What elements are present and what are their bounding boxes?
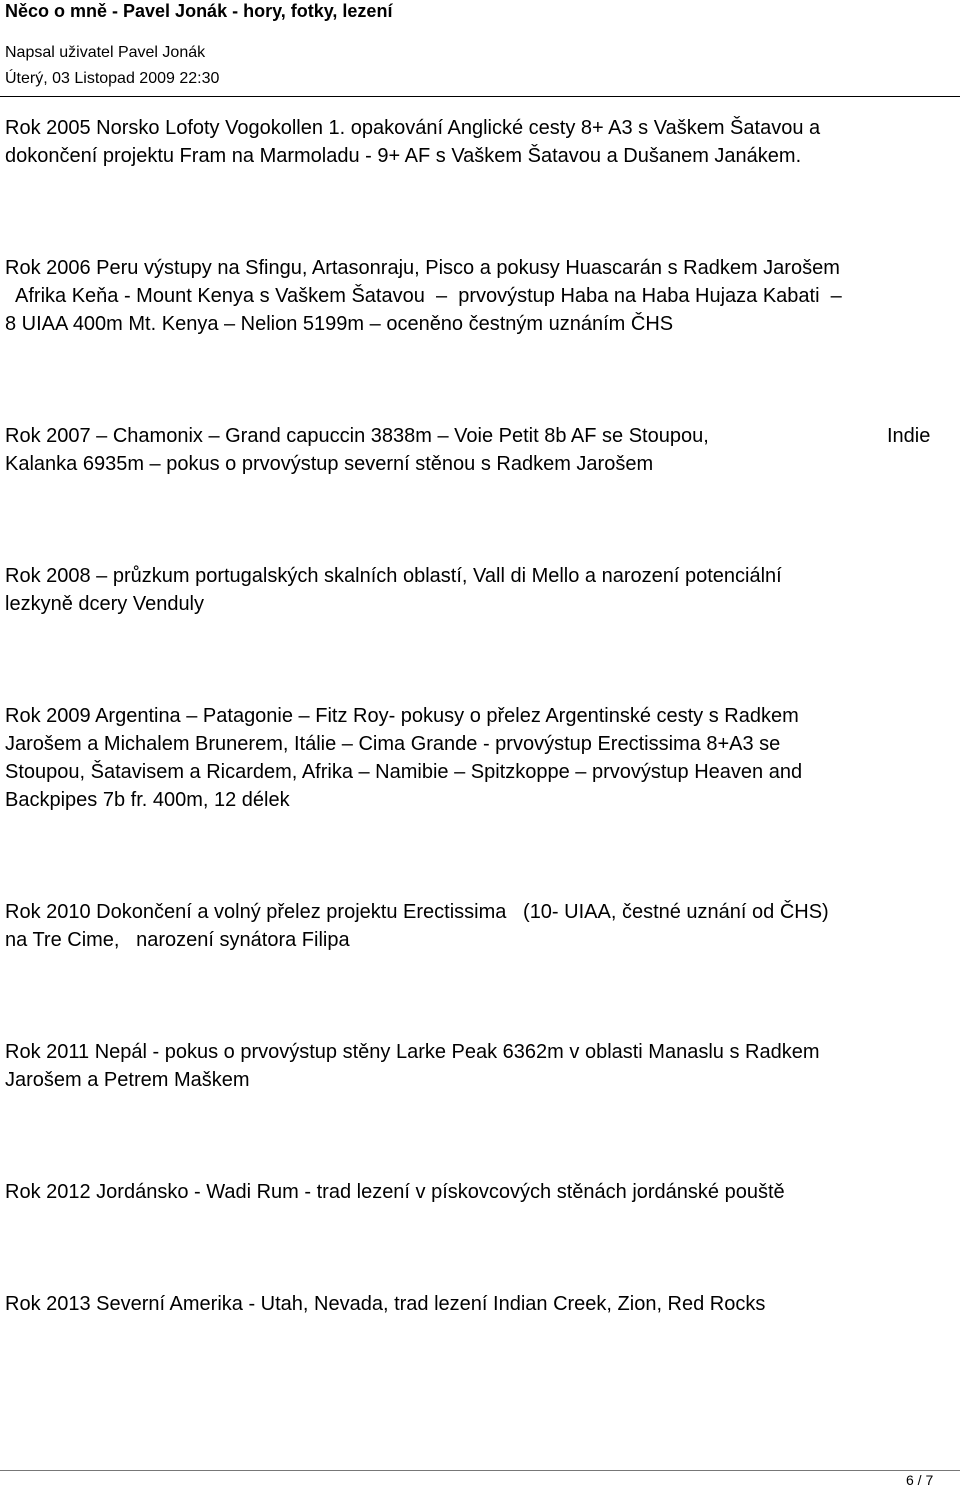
entry-2007-indie: Indie	[887, 425, 931, 447]
entry-2010	[5, 898, 955, 954]
entry-2011-line: Rok 2011 Nepál - pokus o prvovýstup stěny Larke Peak 6362m v oblasti Manaslu s Radkem	[5, 1041, 820, 1063]
entry-2008	[5, 562, 955, 618]
entry-2008-line: lezkyně dcery Venduly	[5, 593, 205, 615]
entry-2007-line: Kalanka 6935m – pokus o prvovýstup severní stěnou s Radkem Jarošem	[5, 453, 654, 475]
entry-2006-line: 8 UIAA 400m Mt. Kenya – Nelion 5199m – oceněno čestným uznáním ČHS	[5, 313, 674, 335]
entry-2012-line: Rok 2012 Jordánsko - Wadi Rum - trad lezení v pískovcových stěnách jordánské pouště	[5, 1181, 785, 1203]
entry-2013	[5, 1290, 955, 1318]
author-line: Napsal uživatel Pavel Jonák	[5, 44, 206, 61]
entry-2009	[5, 702, 955, 814]
footer-divider	[0, 1470, 960, 1471]
entry-2009-line: Stoupou, Šatavisem a Ricardem, Afrika – Namibie – Spitzkoppe – prvovýstup Heaven and	[5, 761, 803, 783]
entry-2006	[5, 254, 955, 338]
date-line: Úterý, 03 Listopad 2009 22:30	[5, 70, 220, 87]
entry-2007	[5, 422, 955, 478]
entry-2006-line: Afrika Keňa - Mount Kenya s Vaškem Šatavou – prvovýstup Haba na Haba Hujaza Kabati –	[5, 285, 842, 307]
entry-2009-line: Rok 2009 Argentina – Patagonie – Fitz Roy- pokusy o přelez Argentinské cesty s Radkem	[5, 705, 799, 727]
page-number: 6 / 7	[906, 1472, 934, 1488]
entry-2011	[5, 1038, 955, 1094]
entry-2007-line: Rok 2007 – Chamonix – Grand capuccin 3838m – Voie Petit 8b AF se Stoupou,	[5, 425, 709, 447]
entry-2009-line: Jarošem a Michalem Brunerem, Itálie – Cima Grande - prvovýstup Erectissima 8+A3 se	[5, 733, 781, 755]
entry-2011-line: Jarošem a Petrem Maškem	[5, 1069, 250, 1091]
entry-2008-line: Rok 2008 – průzkum portugalských skalních oblastí, Vall di Mello a narození potenciální	[5, 565, 782, 587]
header-divider	[0, 96, 960, 97]
entry-2010-line: na Tre Cime, narození synátora Filipa	[5, 929, 350, 951]
entry-2010-line: Rok 2010 Dokončení a volný přelez projektu Erectissima (10- UIAA, čestné uznání od ČHS)	[5, 901, 829, 923]
entry-2009-line: Backpipes 7b fr. 400m, 12 délek	[5, 789, 290, 811]
entry-2005-line: Rok 2005 Norsko Lofoty Vogokollen 1. opakování Anglické cesty 8+ A3 s Vaškem Šatavou a	[5, 117, 821, 139]
page-title: Něco o mně - Pavel Jonák - hory, fotky, lezení	[5, 1, 393, 21]
entry-2005-line: dokončení projektu Fram na Marmoladu - 9+ AF s Vaškem Šatavou a Dušanem Janákem.	[5, 145, 802, 167]
entry-2012	[5, 1178, 955, 1206]
entry-2013-line: Rok 2013 Severní Amerika - Utah, Nevada, trad lezení Indian Creek, Zion, Red Rocks	[5, 1293, 766, 1315]
entry-2005	[5, 114, 955, 170]
entry-2006-line: Rok 2006 Peru výstupy na Sfingu, Artasonraju, Pisco a pokusy Huascarán s Radkem Jarošem	[5, 257, 840, 279]
